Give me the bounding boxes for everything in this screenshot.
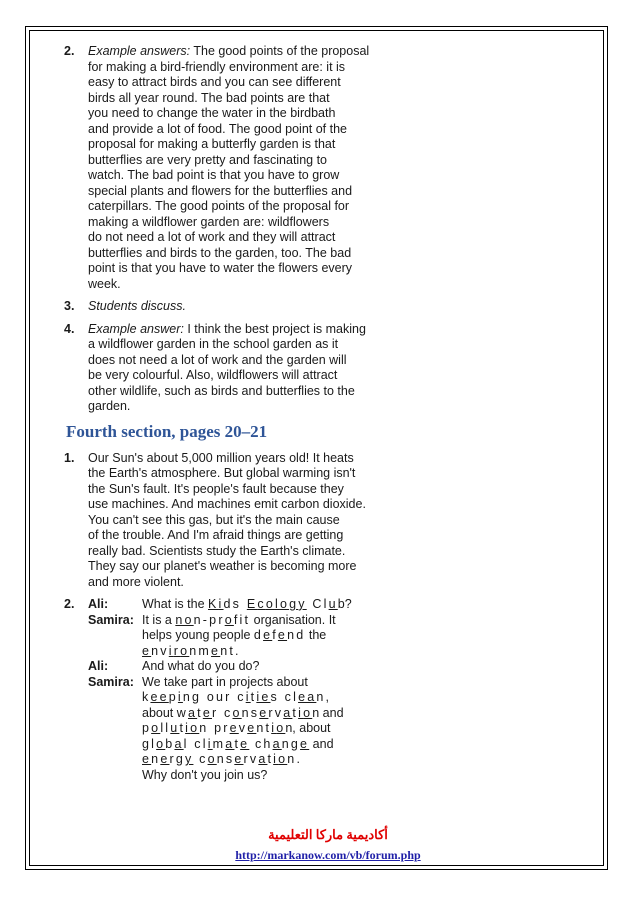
item-line: They say our planet's weather is becoming more: [88, 559, 357, 573]
item-line: a wildflower garden in the school garden as it: [88, 337, 339, 351]
item-line: caterpillars. The good points of the proposal for: [88, 199, 350, 213]
answer-item-2: [64, 44, 396, 292]
dialogue-line: helps young people defend the: [142, 628, 327, 642]
item-line: do not need a lot of work and they will attract: [88, 230, 336, 244]
dialogue-line: And what do you do?: [142, 659, 260, 673]
item-line: watch. The bad point is that you have to grow: [88, 168, 340, 182]
item-line: proposal for making a butterfly garden is that: [88, 137, 336, 151]
dialogue-turn-ali: [88, 597, 396, 613]
section-item-2: [64, 597, 396, 783]
dialogue-turn-samira: [88, 613, 396, 660]
item-number: 3.: [64, 299, 75, 313]
answer-item-3: [64, 299, 396, 315]
dialogue-line: What is the Kids Ecology Club?: [142, 597, 352, 611]
item-line: use machines. And machines emit carbon dioxide.: [88, 497, 366, 511]
item-line: really bad. Scientists study the Earth's climate.: [88, 543, 346, 558]
item-line: easy to attract birds and you can see different: [88, 75, 341, 89]
speaker-label: Samira:: [88, 674, 134, 689]
item-line: Example answer: I think the best project is making: [88, 321, 366, 336]
item-line: does not need a lot of work and the garden will: [88, 352, 347, 367]
section-heading: Fourth section, pages 20–21: [66, 421, 268, 441]
dialogue-line: global climate change and: [142, 736, 334, 751]
item-line: garden.: [88, 399, 131, 413]
dialogue-line: energy conservation.: [142, 752, 303, 766]
item-line: you need to change the water in the birdbath: [88, 106, 336, 120]
footer-publisher-name: أكاديمية ماركا التعليمية: [268, 827, 388, 842]
item-line: butterflies and birds to the garden, too. The bad: [88, 245, 352, 260]
dialogue-line: about water conservation and: [142, 705, 344, 720]
dialogue-line: keeping our cities clean,: [142, 690, 332, 704]
item-line: other wildlife, such as birds and butterflies to the: [88, 383, 355, 398]
item-line: butterflies are very pretty and fascinating to: [88, 152, 328, 167]
dialogue-line: Why don't you join us?: [142, 767, 268, 782]
dialogue: [88, 597, 396, 783]
speaker-label: Ali:: [88, 659, 109, 673]
item-line: and more violent.: [88, 574, 184, 589]
item-number: 2.: [64, 597, 75, 611]
item-line: point is that you have to water the flowers every: [88, 261, 353, 275]
item-number: 2.: [64, 44, 75, 58]
answer-key-content: [64, 44, 396, 790]
item-line: the Earth's atmosphere. But global warming isn't: [88, 466, 356, 480]
dialogue-line: It is a non-profit organisation. It: [142, 612, 336, 627]
item-line: Students discuss.: [88, 299, 186, 313]
item-line: of the trouble. And I'm afraid things are getting: [88, 528, 344, 542]
footer-link[interactable]: http://markanow.com/vb/forum.php: [235, 848, 421, 862]
item-label: Example answer:: [88, 321, 184, 336]
item-line: special plants and flowers for the butterflies and: [88, 183, 353, 198]
item-line: Example answers: The good points of the proposal: [88, 44, 370, 58]
item-line: week.: [88, 276, 121, 291]
dialogue-turn-ali: [88, 659, 396, 675]
item-line: You can't see this gas, but it's the main cause: [88, 512, 340, 527]
item-line: be very colourful. Also, wildflowers will attract: [88, 368, 338, 382]
dialogue-line: environment.: [142, 643, 241, 658]
item-line: birds all year round. The bad points are that: [88, 90, 330, 105]
item-number: 4.: [64, 321, 75, 336]
item-label: Example answers:: [88, 44, 191, 58]
dialogue-line: We take part in projects about: [142, 674, 308, 689]
item-line: Our Sun's about 5,000 million years old! It heats: [88, 450, 354, 465]
item-line: the Sun's fault. It's people's fault because they: [88, 481, 344, 496]
speaker-label: Samira:: [88, 612, 134, 627]
item-line: and provide a lot of food. The good point of the: [88, 121, 347, 136]
dialogue-line: pollution prevention, about: [142, 721, 331, 735]
item-number: 1.: [64, 450, 75, 465]
speaker-label: Ali:: [88, 597, 109, 611]
dialogue-turn-samira: [88, 675, 396, 784]
answer-item-4: [64, 322, 396, 415]
item-line: for making a bird-friendly environment are: it is: [88, 59, 346, 74]
section-item-1: [64, 451, 396, 591]
item-line: making a wildflower garden are: wildflowers: [88, 214, 330, 229]
